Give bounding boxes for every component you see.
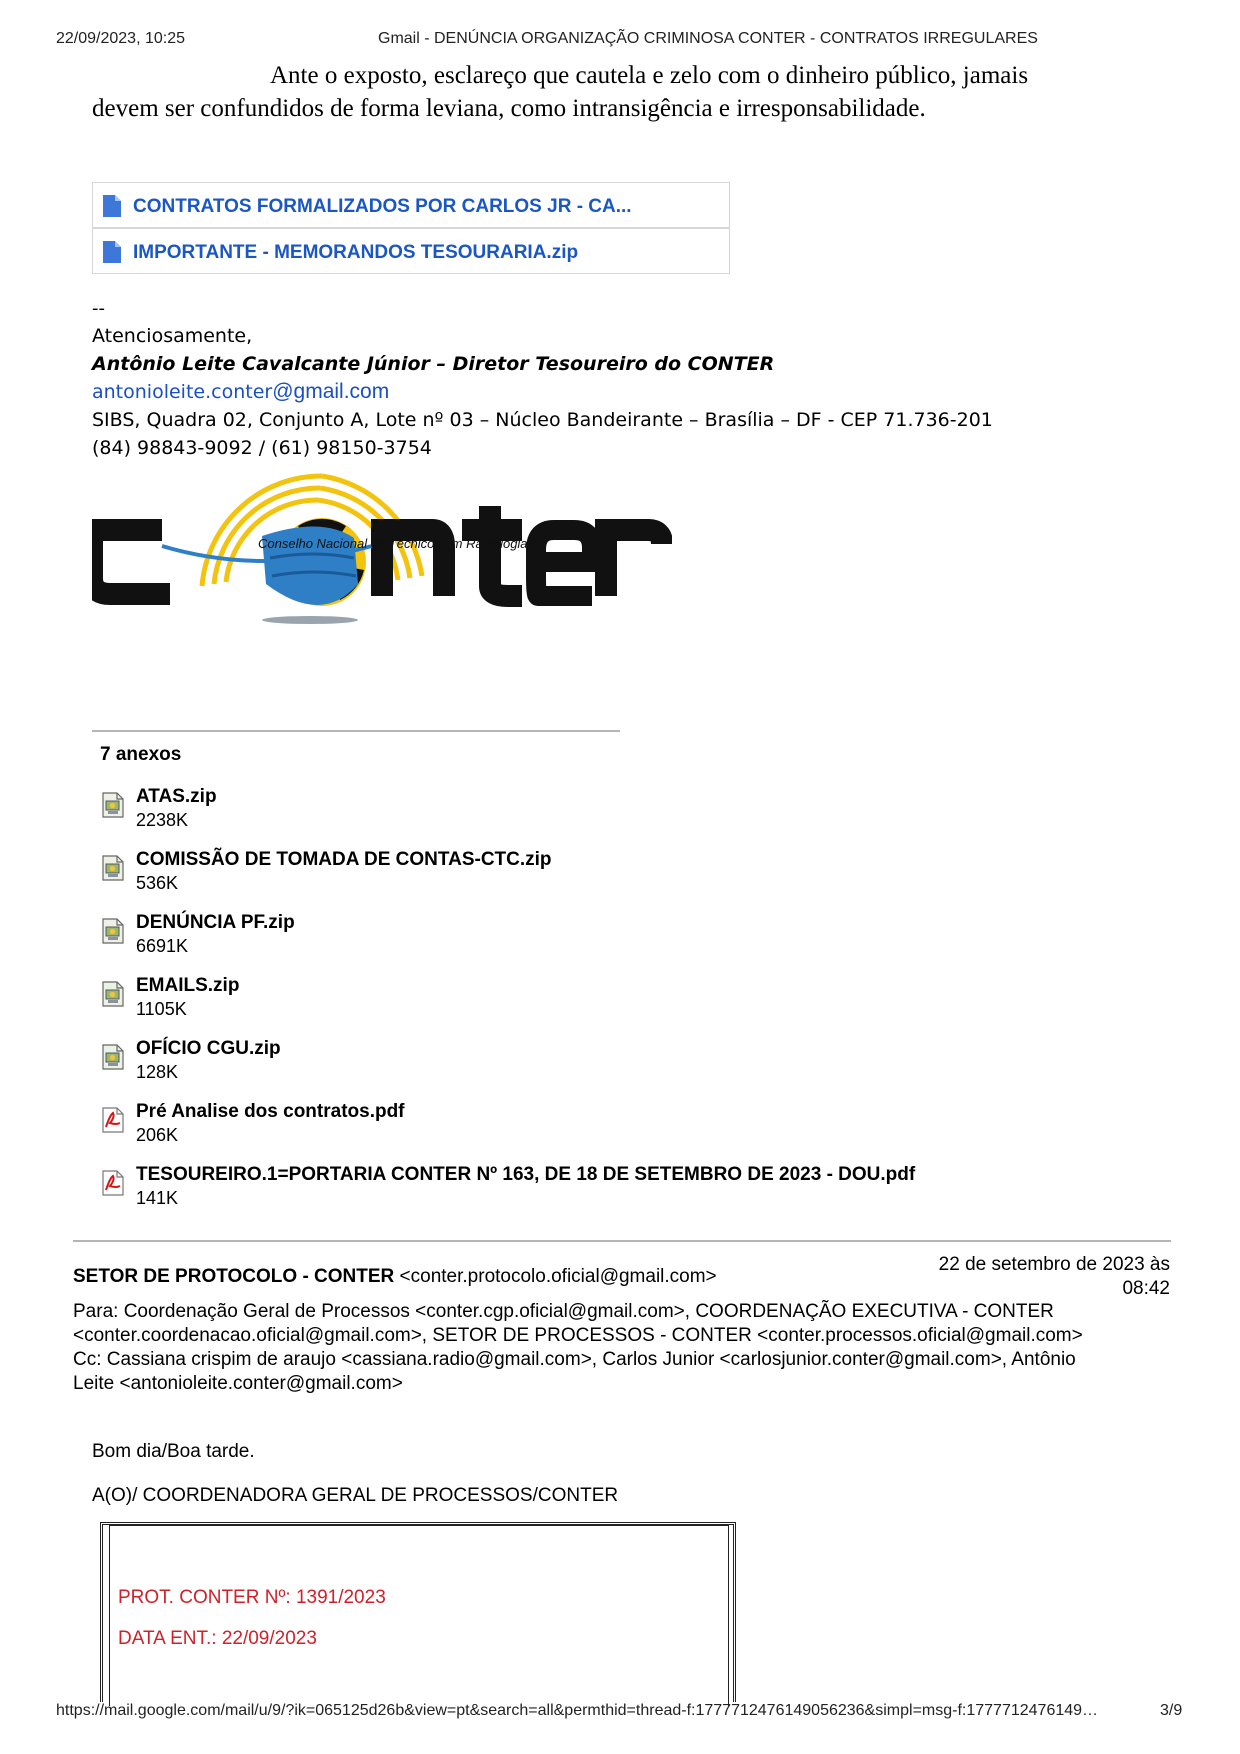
zip-file-icon	[102, 981, 124, 1007]
cc-line-2: Leite <antonioleite.conter@gmail.com>	[73, 1373, 403, 1394]
drive-attachment-label: IMPORTANTE - MEMORANDOS TESOURARIA.zip	[133, 242, 579, 263]
email-user: antonioleite.conter	[92, 381, 273, 403]
attachment-name: Pré Analise dos contratos.pdf	[136, 1101, 405, 1122]
logo-tagline: Conselho Nacional de Técnicos em Radiologia	[258, 536, 528, 551]
conter-logo	[92, 466, 672, 706]
pdf-file-icon	[102, 1170, 124, 1196]
attachment-size: 2238K	[136, 810, 189, 830]
drive-attachment-label: CONTRATOS FORMALIZADOS POR CARLOS JR - CA...	[133, 196, 632, 217]
message-greeting: Bom dia/Boa tarde.	[92, 1441, 255, 1462]
attachment-name: EMAILS.zip	[136, 975, 240, 996]
print-footer-page: 3/9	[1160, 1702, 1183, 1719]
print-footer-url: https://mail.google.com/mail/u/9/?ik=065125d26b&view=pt&search=all&permthid=thread-f:1777712476149056236&simpl=msg-f:1777712476149…	[56, 1702, 1099, 1719]
attachments-divider	[92, 730, 620, 732]
attachment-size: 128K	[136, 1062, 179, 1082]
message-recipients	[73, 1300, 1083, 1396]
zip-file-icon	[102, 1044, 124, 1070]
attachment-size: 141K	[136, 1188, 179, 1208]
message-addressee: A(O)/ COORDENADORA GERAL DE PROCESSOS/CONTER	[92, 1485, 619, 1506]
signature-separator: --	[92, 298, 105, 319]
logo-letter-e	[536, 530, 592, 596]
document-icon	[103, 195, 121, 217]
logo-letter-t	[462, 506, 522, 596]
print-datetime: 22/09/2023, 10:25	[56, 30, 186, 47]
signature-phones: (84) 98843-9092 / (61) 98150-3754	[92, 437, 432, 459]
zip-file-icon	[102, 855, 124, 881]
drive-attachment-2[interactable]	[92, 228, 730, 274]
logo-letter-r	[606, 530, 662, 596]
drive-attachment-1[interactable]	[92, 182, 730, 228]
message-date-line-1: 22 de setembro de 2023 às	[938, 1254, 1170, 1275]
message-sender	[73, 1266, 717, 1288]
logo-letter-c	[92, 530, 170, 594]
attachment-name: DENÚNCIA PF.zip	[136, 912, 295, 933]
protocol-box-inner	[109, 1525, 729, 1706]
cc-line-1: Cc: Cassiana crispim de araujo <cassiana.radio@gmail.com>, Carlos Junior <carlosjunior.conter@gmail.com>, Antônio	[73, 1349, 1076, 1370]
attachment-size: 206K	[136, 1125, 179, 1145]
signature-email-link[interactable]	[92, 380, 389, 404]
intro-line-2: devem ser confundidos de forma leviana, como intransigência e irresponsabilidade.	[92, 95, 926, 122]
document-icon	[103, 241, 121, 263]
signature-name-role: Antônio Leite Cavalcante Júnior – Diretor Tesoureiro do CONTER	[92, 353, 775, 375]
attachment-name: TESOUREIRO.1=PORTARIA CONTER Nº 163, DE 18 DE SETEMBRO DE 2023 - DOU.pdf	[136, 1164, 916, 1185]
to-line-2: <conter.coordenacao.oficial@gmail.com>, SETOR DE PROCESSOS - CONTER <conter.processos.oficial@gmail.com>	[73, 1325, 1083, 1346]
protocol-box	[100, 1522, 736, 1702]
attachment-size: 1105K	[136, 999, 187, 1019]
sender-name: SETOR DE PROTOCOLO - CONTER	[73, 1266, 395, 1287]
print-title: Gmail - DENÚNCIA ORGANIZAÇÃO CRIMINOSA CONTER - CONTRATOS IRREGULARES	[378, 30, 1038, 47]
zip-file-icon	[102, 792, 124, 818]
message-date	[939, 1253, 1170, 1301]
zip-file-icon	[102, 918, 124, 944]
intro-line-1: Ante o exposto, esclareço que cautela e zelo com o dinheiro público, jamais	[270, 62, 1029, 89]
protocol-number: PROT. CONTER Nº: 1391/2023	[118, 1587, 386, 1608]
protocol-entry-date: DATA ENT.: 22/09/2023	[118, 1628, 317, 1649]
attachment-name: OFÍCIO CGU.zip	[136, 1038, 281, 1059]
message-date-line-2: 08:42	[1122, 1278, 1170, 1299]
attachment-name: ATAS.zip	[136, 786, 217, 807]
attachment-size: 536K	[136, 873, 179, 893]
attachments-count: 7 anexos	[100, 744, 182, 765]
attachment-name: COMISSÃO DE TOMADA DE CONTAS-CTC.zip	[136, 849, 552, 870]
message-divider	[73, 1240, 1171, 1242]
email-domain: @gmail.com	[272, 380, 390, 403]
to-line-1: Para: Coordenação Geral de Processos <conter.cgp.oficial@gmail.com>, COORDENAÇÃO EXECUTIVA - CONTER	[73, 1301, 1054, 1322]
signature-address: SIBS, Quadra 02, Conjunto A, Lote nº 03 – Núcleo Bandeirante – Brasília – DF - CEP 71.736-201	[92, 409, 993, 431]
pdf-file-icon	[102, 1107, 124, 1133]
sender-email: <conter.protocolo.oficial@gmail.com>	[399, 1266, 717, 1287]
attachment-size: 6691K	[136, 936, 189, 956]
signature-closing: Atenciosamente,	[92, 325, 253, 347]
